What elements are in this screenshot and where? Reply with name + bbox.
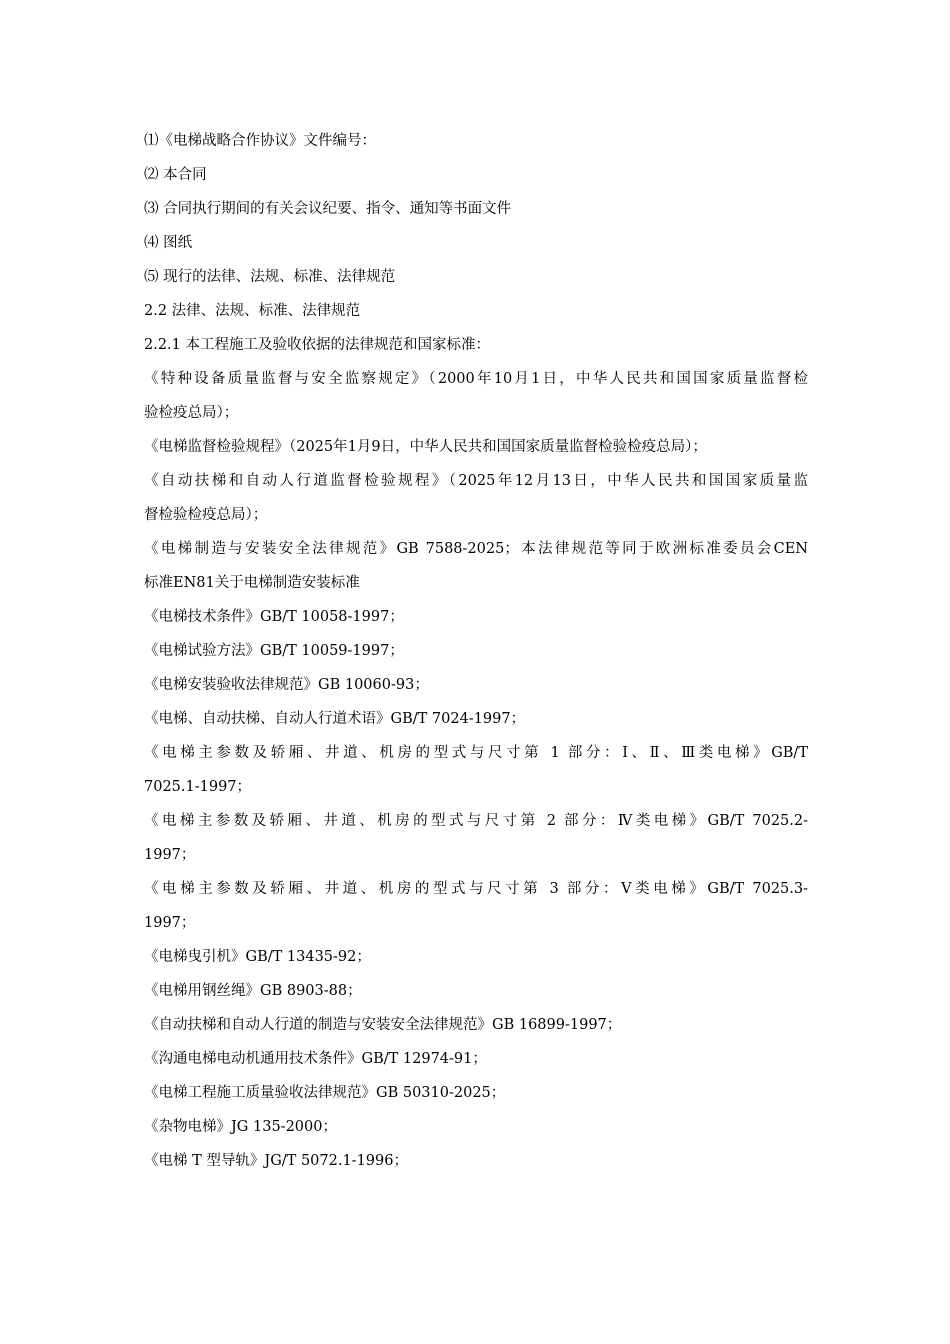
text-line: 《特种设备质量监督与安全监察规定》（2000年10月1日，中华人民共和国国家质量监督检 [144, 371, 808, 387]
text-line: 7025.1-1997； [144, 779, 252, 795]
text-line: 《电梯主参数及轿厢、井道、机房的型式与尺寸第 2 部分：Ⅳ类电梯》GB/T 7025.2- [144, 813, 808, 829]
text-line: 督检验检疫总局）； [144, 507, 268, 523]
text-line: 《电梯用钢丝绳》GB 8903-88； [144, 983, 362, 999]
text-line: 2.2 法律、法规、标准、法律规范 [144, 303, 361, 319]
text-line: 2.2.1 本工程施工及验收依据的法律规范和国家标准： [144, 337, 491, 353]
text-line: 《电梯曳引机》GB/T 13435-92； [144, 949, 371, 965]
text-line: 《电梯主参数及轿厢、井道、机房的型式与尺寸第 3 部分：Ⅴ类电梯》GB/T 7025.3- [144, 881, 808, 897]
text-line: 1997； [144, 915, 196, 931]
text-line: 《自动扶梯和自动人行道的制造与安装安全法律规范》GB 16899-1997； [144, 1017, 622, 1033]
document-page [144, 124, 808, 1178]
text-line: 《电梯工程施工质量验收法律规范》GB 50310-2025； [144, 1085, 506, 1101]
text-line: 《电梯安装验收法律规范》GB 10060-93； [144, 677, 429, 693]
text-line: 《电梯监督检验规程》（2025年1月9日，中华人民共和国国家质量监督检验检疫总局）； [144, 439, 707, 455]
text-line: 验检疫总局）； [144, 405, 239, 421]
text-line: 《电梯主参数及轿厢、井道、机房的型式与尺寸第 1 部分：Ⅰ、Ⅱ、Ⅲ类电梯》GB/T [144, 745, 808, 761]
text-line: 《电梯、自动扶梯、自动人行道术语》GB/T 7024-1997； [144, 711, 526, 727]
text-line: 《电梯试验方法》GB/T 10059-1997； [144, 643, 404, 659]
text-line: 《沟通电梯电动机通用技术条件》GB/T 12974-91； [144, 1051, 487, 1067]
text-line: ⑶ 合同执行期间的有关会议纪要、指令、通知等书面文件 [144, 201, 512, 217]
text-line: ⑸ 现行的法律、法规、标准、法律规范 [144, 269, 396, 285]
text-line: ⑴《电梯战略合作协议》文件编号： [144, 133, 376, 149]
text-line: 《自动扶梯和自动人行道监督检验规程》（2025年12月13日，中华人民共和国国家质量监 [144, 473, 808, 489]
text-line: 《电梯技术条件》GB/T 10058-1997； [144, 609, 404, 625]
text-line: 1997； [144, 847, 196, 863]
text-line: ⑵ 本合同 [144, 167, 207, 183]
text-line: 标准EN81关于电梯制造安装标准 [144, 575, 360, 591]
text-line: 《电梯制造与安装安全法律规范》GB 7588-2025；本法律规范等同于欧洲标准委员会CEN [144, 541, 808, 557]
text-line: ⑷ 图纸 [144, 235, 193, 251]
text-line: 《杂物电梯》JG 135-2000； [144, 1119, 337, 1135]
text-line: 《电梯 T 型导轨》JG/T 5072.1-1996； [144, 1153, 408, 1169]
